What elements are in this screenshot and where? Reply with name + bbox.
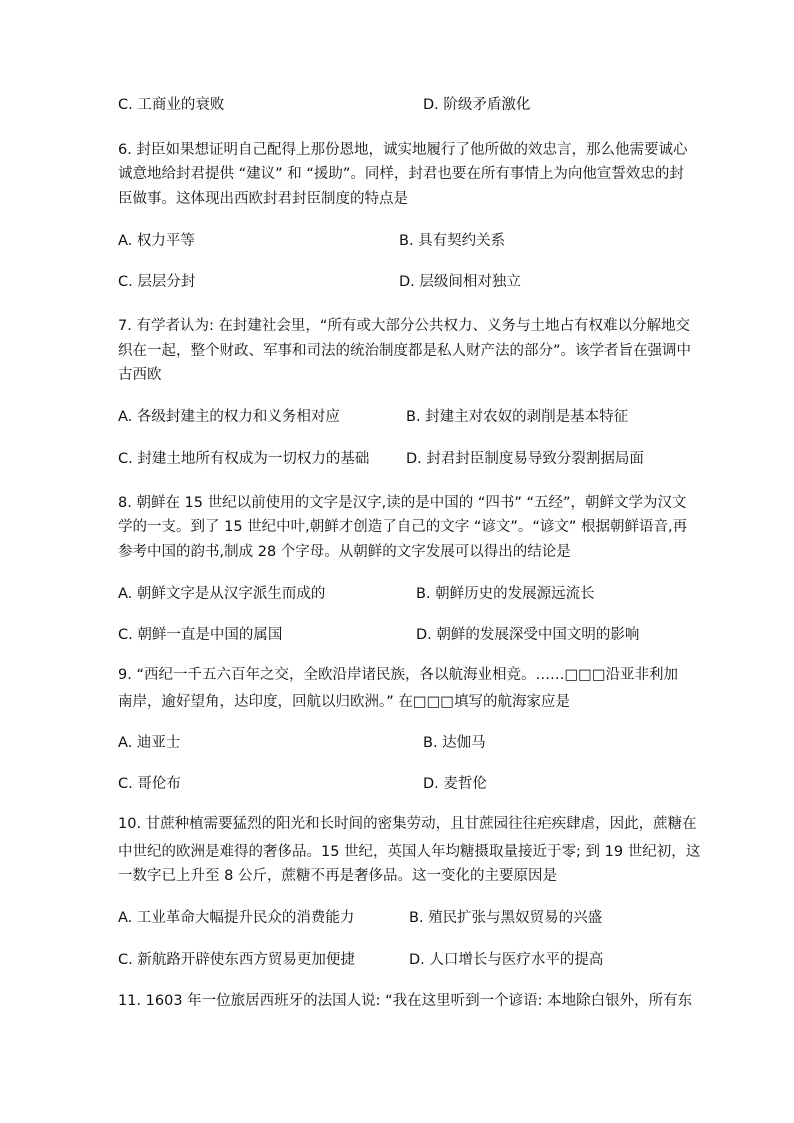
q9-stem-line-2: 南岸，逾好望角，达印度，回航以归欧洲。” 在□□□填写的航海家应是: [118, 694, 570, 710]
q5-option-d: D. 阶级矛盾激化: [423, 97, 531, 113]
q10-option-a: A. 工业革命大幅提升民众的消费能力: [118, 910, 355, 926]
q7-stem-line-2: 织在一起，整个财政、军事和司法的统治制度都是私人财产法的部分”。该学者旨在强调中: [118, 343, 692, 359]
q7-option-c: C. 封建土地所有权成为一切权力的基础: [118, 451, 370, 467]
q6-option-c: C. 层层分封: [118, 274, 196, 290]
q10-stem-line-3: 一数字已上升至 8 公斤，蔗糖不再是奢侈品。这一变化的主要原因是: [118, 868, 557, 884]
q6-stem-line-1: 6. 封臣如果想证明自己配得上那份恩地，诚实地履行了他所做的效忠言，那么他需要诚心: [118, 142, 688, 158]
q7-option-d: D. 封君封臣制度易导致分裂割据局面: [406, 451, 644, 467]
q6-option-d: D. 层级间相对独立: [399, 274, 521, 290]
q8-stem-line-3: 参考中国的韵书,制成 28 个字母。从朝鲜的文字发展可以得出的结论是: [118, 544, 571, 560]
q6-stem-line-3: 臣做事。这体现出西欧封君封臣制度的特点是: [118, 191, 408, 207]
q6-option-b: B. 具有契约关系: [399, 233, 506, 249]
q7-stem-line-1: 7. 有学者认为: 在封建社会里，“所有或大部分公共权力、义务与土地占有权难以分解地交: [118, 318, 690, 334]
q8-stem-line-2: 学的一支。到了 15 世纪中叶,朝鲜才创造了自己的文字 “谚文”。“谚文” 根据朝鲜语音,再: [118, 519, 688, 535]
q7-option-a: A. 各级封建主的权力和义务相对应: [118, 409, 340, 425]
q9-option-d: D. 麦哲伦: [423, 776, 487, 792]
q7-option-b: B. 封建主对农奴的剥削是基本特征: [406, 409, 629, 425]
q8-option-a: A. 朝鲜文字是从汉字派生而成的: [118, 586, 326, 602]
q9-stem-line-1: 9. “西纪一千五六百年之交，全欧沿岸诸民族，各以航海业相竞。……□□□沿亚非利加: [118, 667, 679, 683]
q5-option-c: C. 工商业的衰败: [118, 97, 225, 113]
q9-option-c: C. 哥伦布: [118, 776, 181, 792]
q8-stem-line-1: 8. 朝鲜在 15 世纪以前使用的文字是汉字,读的是中国的 “四书” “五经”，朝鲜文学为汉文: [118, 495, 687, 511]
q10-option-d: D. 人口增长与医疗水平的提高: [409, 952, 604, 968]
q9-option-a: A. 迪亚士: [118, 735, 181, 751]
q10-stem-line-2: 中世纪的欧洲是难得的奢侈品。15 世纪，英国人年均糖摄取量接近于零; 到 19 世纪初，这: [118, 844, 701, 860]
q10-option-c: C. 新航路开辟使东西方贸易更加便捷: [118, 952, 355, 968]
q11-stem-line-1: 11. 1603 年一位旅居西班牙的法国人说: “我在这里听到一个谚语: 本地除白银外，所有东: [118, 993, 693, 1009]
q10-stem-line-1: 10. 甘蔗种植需要猛烈的阳光和长时间的密集劳动，且甘蔗园往往疟疾肆虐，因此，蔗糖在: [118, 816, 697, 832]
q8-option-c: C. 朝鲜一直是中国的属国: [118, 627, 283, 643]
q8-option-b: B. 朝鲜历史的发展源远流长: [416, 586, 595, 602]
q6-option-a: A. 权力平等: [118, 233, 195, 249]
q9-option-b: B. 达伽马: [423, 735, 486, 751]
q10-option-b: B. 殖民扩张与黑奴贸易的兴盛: [409, 910, 603, 926]
q7-stem-line-3: 古西欧: [118, 367, 162, 383]
q8-option-d: D. 朝鲜的发展深受中国文明的影响: [416, 627, 640, 643]
q6-stem-line-2: 诚意地给封君提供 “建议” 和 “援助”。同样，封君也要在所有事情上为向他宣誓效忠的封: [118, 166, 684, 182]
